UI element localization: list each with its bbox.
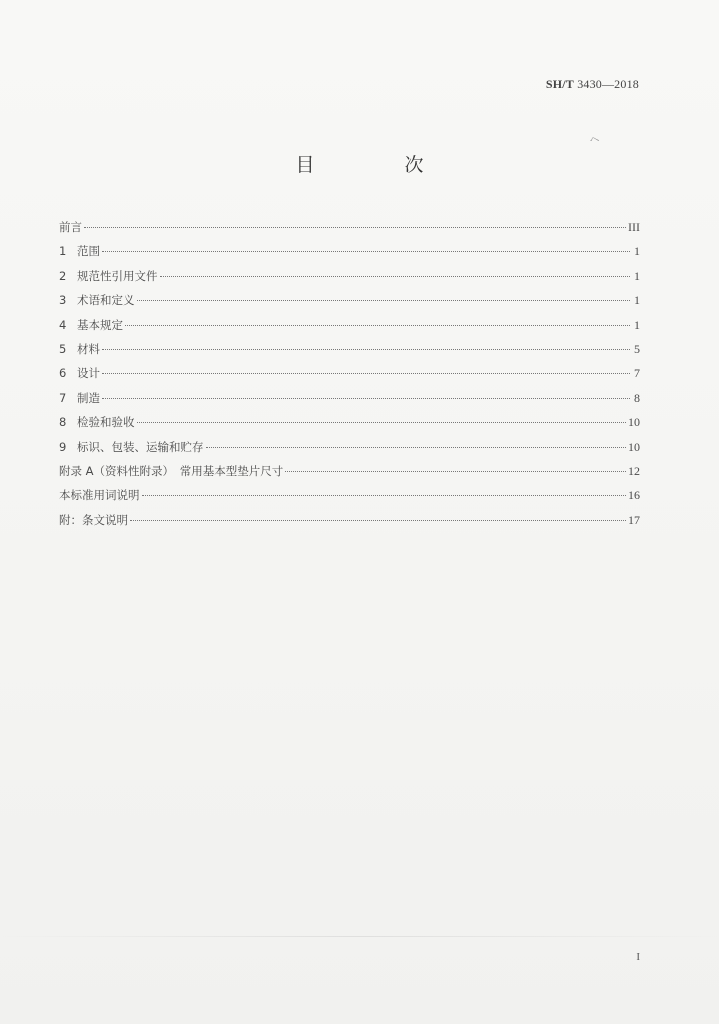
toc-leader-dots — [137, 422, 627, 423]
standard-code — [546, 77, 639, 92]
toc-leader-dots — [285, 471, 626, 472]
toc-entry-page: 1 — [634, 317, 640, 332]
toc-entry[interactable] — [59, 487, 640, 511]
toc-entry-page: III — [628, 220, 640, 234]
toc-entry-label: 基本规定 — [77, 317, 123, 332]
toc-entry[interactable] — [59, 292, 640, 316]
toc-entry[interactable] — [59, 439, 640, 463]
toc-entry-label: 材料 — [77, 341, 100, 356]
toc-entry-number: 4 — [59, 317, 67, 332]
toc-entry-page: 16 — [628, 488, 640, 503]
toc-entry-label: 标识、包装、运输和贮存 — [77, 439, 204, 454]
toc-entry-label: 范围 — [77, 244, 100, 259]
page-number: I — [636, 951, 640, 963]
toc-entry-page: 17 — [628, 512, 640, 527]
toc-entry-page: 1 — [634, 268, 640, 283]
toc-entry-page: 10 — [628, 439, 640, 454]
scan-artifact-line — [0, 936, 719, 937]
toc-entry-label: 设计 — [77, 366, 100, 381]
toc-entry-label: 制造 — [77, 390, 100, 405]
toc-entry-label: 本标准用词说明 — [59, 488, 140, 503]
toc-entry-page: 5 — [634, 341, 640, 356]
toc-entry[interactable] — [59, 463, 640, 487]
toc-entry[interactable] — [59, 243, 640, 267]
toc-entry-page: 1 — [634, 293, 640, 308]
toc-entry-number: 2 — [59, 268, 67, 283]
standard-prefix: SH/T — [545, 77, 574, 91]
toc-entry-page: 1 — [634, 244, 640, 259]
toc-entry-number: 5 — [59, 341, 67, 356]
toc-entry[interactable] — [59, 414, 640, 438]
toc-entry-page: 8 — [634, 390, 640, 405]
toc-entry-label: 前言 — [59, 220, 82, 234]
table-of-contents — [59, 219, 640, 536]
toc-entry[interactable] — [59, 317, 640, 341]
toc-entry[interactable] — [59, 268, 640, 292]
toc-entry-number: 8 — [59, 415, 67, 430]
toc-entry-label: 规范性引用文件 — [77, 268, 158, 283]
page-title: 目 次 — [295, 154, 466, 176]
toc-entry[interactable] — [59, 365, 640, 389]
toc-leader-dots — [137, 300, 631, 301]
toc-leader-dots — [102, 349, 630, 350]
toc-entry-label: 术语和定义 — [77, 293, 135, 308]
toc-leader-dots — [206, 447, 627, 448]
toc-leader-dots — [142, 495, 627, 496]
toc-entry[interactable] — [59, 390, 640, 414]
toc-entry-page: 12 — [628, 463, 640, 478]
toc-entry-label: 附：条文说明 — [59, 512, 128, 527]
scan-artifact-mark: ヘ — [588, 133, 601, 148]
toc-entry-label: 检验和验收 — [77, 415, 135, 430]
toc-entry-number: 9 — [59, 439, 67, 454]
toc-entry-number: 7 — [59, 390, 67, 405]
toc-entry-page: 10 — [628, 415, 640, 430]
toc-leader-dots — [125, 325, 630, 326]
toc-entry-number: 6 — [59, 366, 67, 381]
toc-leader-dots — [130, 520, 626, 521]
toc-leader-dots — [102, 398, 630, 399]
toc-entry[interactable] — [59, 341, 640, 365]
toc-entry-number: 1 — [59, 244, 67, 259]
toc-leader-dots — [102, 251, 630, 252]
toc-entry-number: 3 — [59, 293, 67, 308]
toc-leader-dots — [160, 276, 631, 277]
toc-entry[interactable] — [59, 512, 640, 536]
toc-entry[interactable] — [59, 219, 640, 243]
standard-number: 3430—2018 — [577, 77, 639, 91]
toc-entry-page: 7 — [634, 366, 640, 381]
toc-leader-dots — [84, 227, 626, 228]
toc-leader-dots — [102, 373, 630, 374]
toc-entry-label: 附录 A（资料性附录） 常用基本型垫片尺寸 — [59, 463, 284, 478]
